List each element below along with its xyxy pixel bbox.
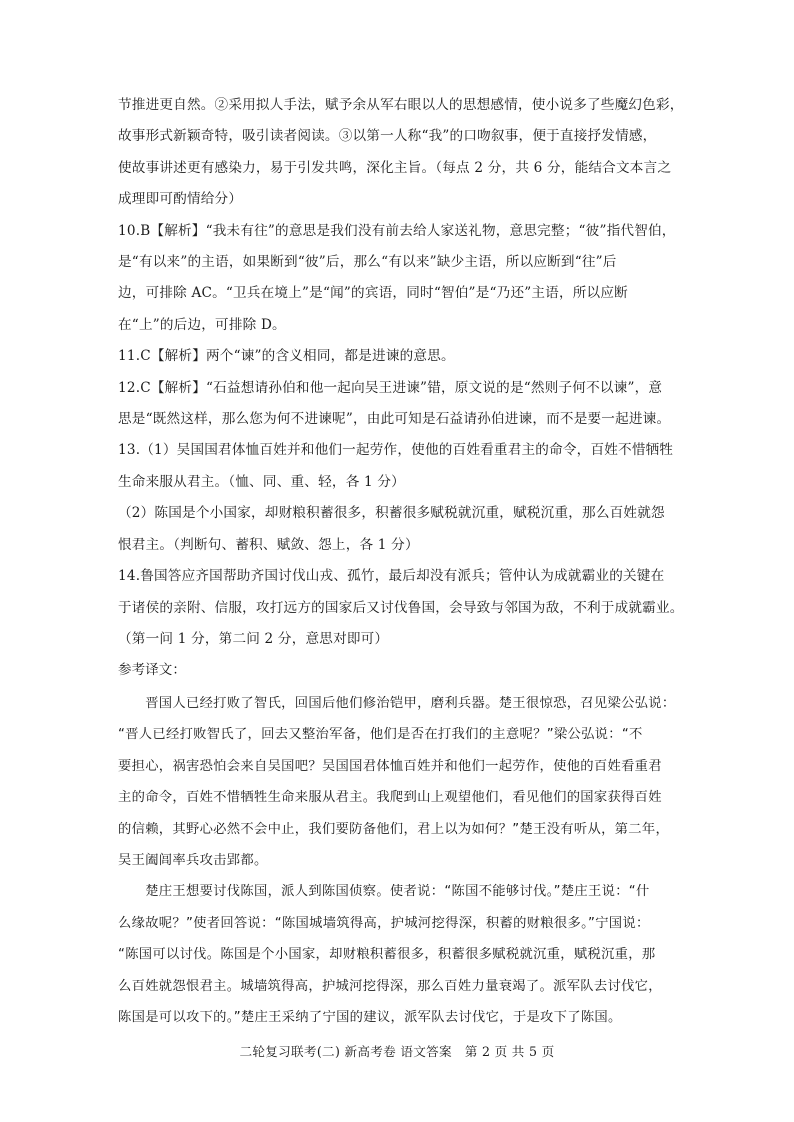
translation-line: “陈国可以讨伐。陈国是个小国家，却财粮积蓄很多，积蓄很多赋税就沉重，赋税沉重，那 bbox=[118, 947, 656, 963]
answer-line: 节推进更自然。②采用拟人手法，赋予余从军右眼以人的思想感情，使小说多了些魔幻色彩， bbox=[118, 97, 684, 113]
answer-13-line: 13.（1）吴国国君体恤百姓并和他们一起劳作，使他的百姓看重君主的命令，百姓不惜牺牲 bbox=[118, 442, 674, 459]
answer-10-line: 是“有以来”的主语，如果断到“彼”后，那么“有以来”缺少主语，所以应断到“往”后 bbox=[118, 254, 617, 271]
translation-line: 么百姓就怨恨君主。城墙筑得高，护城河挖得深，那么百姓力量衰竭了。派军队去讨伐它， bbox=[118, 978, 662, 994]
translation-line: 楚庄王想要讨伐陈国，派人到陈国侦察。使者说：“陈国不能够讨伐。”楚庄王说：“什 bbox=[118, 884, 650, 900]
answer-10-line: 在“上”的后边，可排除 D。 bbox=[118, 316, 286, 333]
answer-13-line: 恨君主。（判断句、蓄积、赋敛、怨上，各 1 分） bbox=[118, 536, 419, 553]
answer-section bbox=[118, 90, 686, 687]
answer-line: 成理即可酌情给分） bbox=[118, 191, 243, 208]
answer-line: 故事形式新颖奇特，吸引读者阅读。③以第一人称“我”的口吻叙事，便于直接抒发情感， bbox=[118, 128, 657, 145]
translation-line: 的信赖，其野心必然不会中止，我们要防备他们，君上以为如何？”楚王没有听从，第二年， bbox=[118, 821, 670, 837]
translation-line: 么缘故呢？”使者回答说：“陈国城墙筑得高，护城河挖得深，积蓄的财粮很多。”宁国说： bbox=[118, 915, 650, 931]
page-footer: 二轮复习联考(二) 新高考卷 语文答案 第 2 页 共 5 页 bbox=[239, 1044, 555, 1059]
reference-translation-title: 参考译文： bbox=[118, 662, 186, 679]
translation-line: “晋人已经打败智氏了，回去又整治军备，他们是否在打我们的主意呢？”梁公弘说：“不 bbox=[118, 727, 643, 743]
answer-14-line: 14.鲁国答应齐国帮助齐国讨伐山戎、孤竹，最后却没有派兵；管仲认为成就霸业的关键在 bbox=[118, 568, 665, 585]
translation-line: 晋国人已经打败了智氏，回国后他们修治铠甲，磨利兵器。楚王很惊恐，召见梁公弘说： bbox=[118, 696, 676, 711]
translation-line: 吴王阖闾率兵攻击郢都。 bbox=[118, 853, 268, 869]
reference-translation bbox=[118, 688, 686, 1033]
answer-line: 使故事讲述更有感染力，易于引发共鸣，深化主旨。（每点 2 分，共 6 分，能结合文本言之 bbox=[118, 159, 672, 176]
answer-10-line: 10.B【解析】“我未有往”的意思是我们没有前去给人家送礼物，意思完整；“彼”指代智伯， bbox=[118, 222, 676, 239]
answer-12-line: 12.C【解析】“石益想请孙伯和他一起向吴王进谏”错，原文说的是“然则子何不以谏”，意 bbox=[118, 379, 663, 396]
answer-14-line: 于诸侯的亲附、信服，攻打远方的国家后又讨伐鲁国，会导致与邻国为敌，不利于成就霸业。 bbox=[118, 599, 684, 616]
answer-12-line: 思是“既然这样，那么您为何不进谏呢”，由此可知是石益请孙伯进谏，而不是要一起进谏。 bbox=[118, 411, 671, 428]
translation-line: 陈国是可以攻下的。”楚庄王采纳了宁国的建议，派军队去讨伐它，于是攻下了陈国。 bbox=[118, 1010, 622, 1026]
translation-line: 主的命令，百姓不惜牺牲生命来服从君主。我爬到山上观望他们，看见他们的国家获得百姓 bbox=[118, 790, 662, 806]
answer-11-line: 11.C【解析】两个“谏”的含义相同，都是进谏的意思。 bbox=[118, 348, 455, 365]
answer-13-line: 生命来服从君主。（恤、同、重、轻，各 1 分） bbox=[118, 473, 405, 490]
answer-14-line: （第一问 1 分，第二问 2 分，意思对即可） bbox=[118, 630, 389, 647]
translation-line: 要担心，祸害恐怕会来自吴国吧？吴国国君体恤百姓并和他们一起劳作，使他的百姓看重君 bbox=[118, 758, 662, 774]
answer-13-line: （2）陈国是个小国家，却财粮积蓄很多，积蓄很多赋税就沉重，赋税沉重，那么百姓就怨 bbox=[118, 505, 665, 522]
answer-10-line: 边，可排除 AC。“卫兵在境上”是“闻”的宾语，同时“智伯”是“乃还”主语，所以应断 bbox=[118, 285, 628, 302]
